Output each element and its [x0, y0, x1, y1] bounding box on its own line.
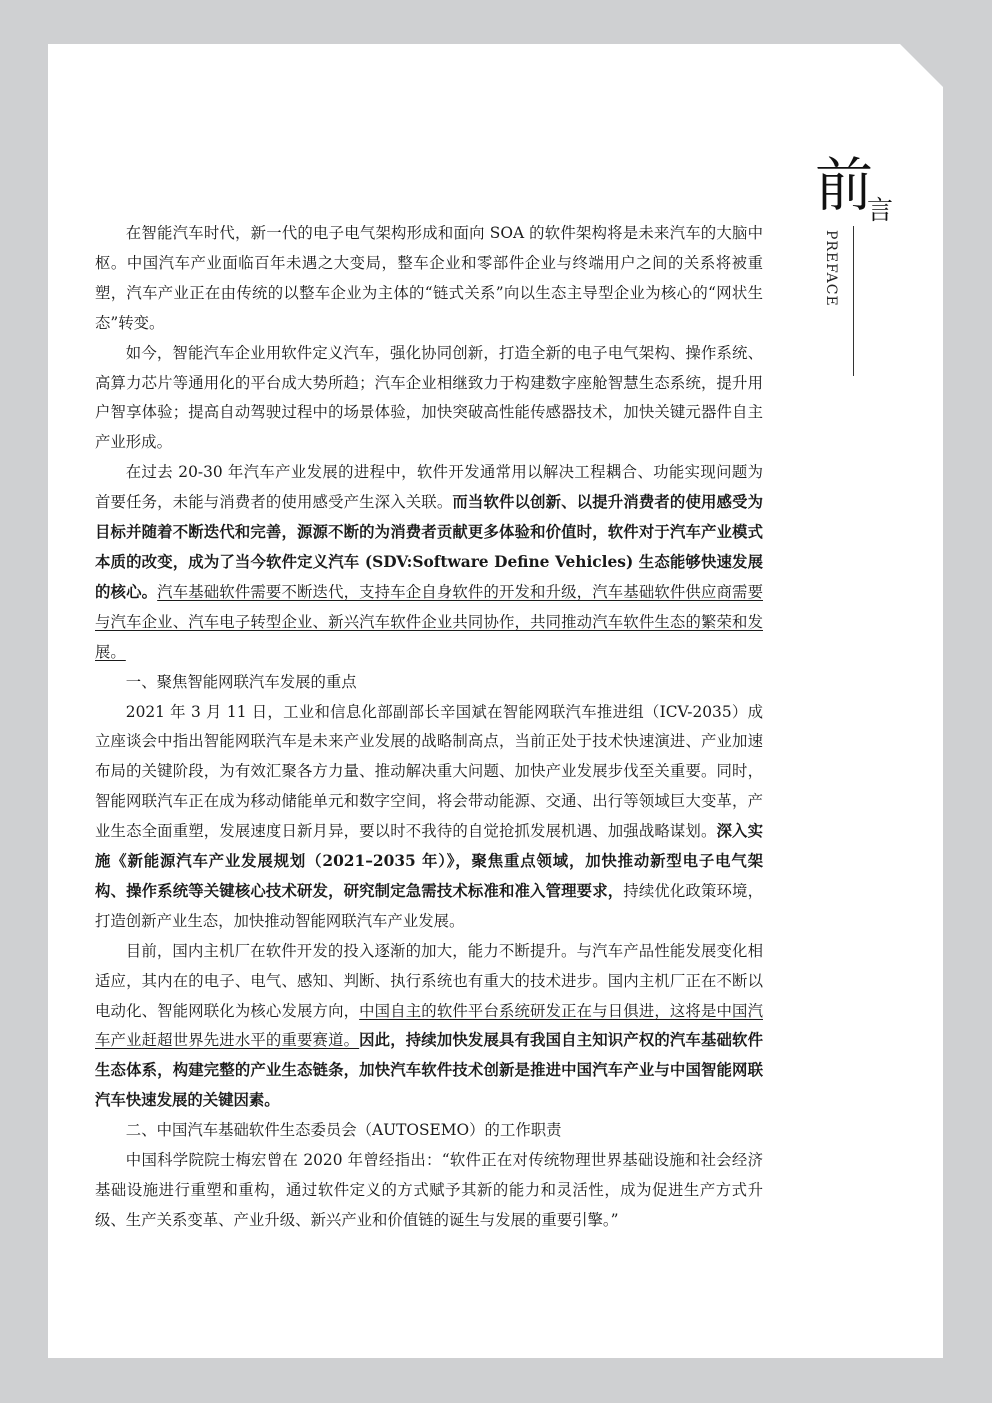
header-title-main: 前 [815, 151, 874, 219]
paragraph-3-underlined: 汽车基础软件需要不断迭代，支持车企自身软件的开发和升级，汽车基础软件供应商需要与汽车企业、汽车电子转型企业、新兴汽车软件企业共同协作，共同推动汽车软件生态的繁荣和发展。 [95, 582, 763, 661]
paragraph-2: 如今，智能汽车企业用软件定义汽车，强化协同创新，打造全新的电子电气架构、操作系统、高算力芯片等通用化的平台成大势所趋；汽车企业相继致力于构建数字座舱智慧生态系统，提升用户智享体验；提高自动驾驶过程中的场景体验，加快突破高性能传感器技术，加快关键元器件自主产业形成。 [95, 343, 763, 452]
paragraph-6: 中国科学院院士梅宏曾在 2020 年曾经指出：“软件正在对传统物理世界基础设施和社会经济基础设施进行重塑和重构，通过软件定义的方式赋予其新的能力和灵活性，成为促进生产方式升级、生产关系变革、产业升级、新兴产业和价值链的诞生与发展的重要引擎。” [95, 1151, 763, 1229]
paragraph-4 [95, 698, 763, 937]
section-header [815, 150, 905, 310]
paragraph-4-tail: 持续优化政策环境，打造创新产业生态，加快推动智能网联汽车产业发展。 [95, 881, 763, 930]
header-divider [853, 226, 854, 376]
section-heading-2: 二、中国汽车基础软件生态委员会（AUTOSEMO）的工作职责 [125, 1121, 562, 1140]
header-title-sub: 言 [867, 196, 894, 226]
section-heading-1: 一、聚焦智能网联汽车发展的重点 [125, 672, 357, 691]
paragraph-3-plain: 在过去 20-30 年汽车产业发展的进程中，软件开发通常用以解决工程耦合、功能实现问题为首要任务，未能与消费者的使用感受产生深入关联。 [95, 463, 763, 512]
paragraph-4-plain: 2021 年 3 月 11 日，工业和信息化部副部长辛国斌在智能网联汽车推进组（ICV-2035）成立座谈会中指出智能网联汽车是未来产业发展的战略制高点，当前正处于技术快速演进、产业加速布局的关键阶段，为有效汇聚各方力量、推动解决重大问题、加快产业发展步伐至关重要。同时，智能网联汽车正在成为移动储能单元和数字空间，将会带动能源、交通、出行等领域巨大变革，产业生态全面重塑，发展速度日新月异，要以时不我待的自觉抢抓发展机遇、加强战略谋划。 [95, 702, 763, 841]
header-title-en: PREFACE [823, 230, 839, 307]
paragraph-5-underlined: 中国自主的软件平台系统研发正在与日俱进，这将是中国汽车产业赶超世界先进水平的重要赛道。 [95, 1001, 763, 1050]
paragraph-4-bold: 深入实施《新能源汽车产业发展规划（2021–2035 年）》，聚焦重点领域，加快推动新型电子电气架构、操作系统等关键核心技术研发，研究制定急需技术标准和准入管理要求， [95, 822, 763, 900]
paragraph-5 [95, 937, 763, 1116]
paragraph-3 [95, 458, 763, 667]
paragraph-5-bold: 因此，持续加快发展具有我国自主知识产权的汽车基础软件生态体系，构建完整的产业生态链条，加快汽车软件技术创新是推进中国汽车产业与中国智能网联汽车快速发展的关键因素。 [95, 1031, 763, 1110]
body-text [95, 219, 763, 1236]
paragraph-1: 在智能汽车时代，新一代的电子电气架构形成和面向 SOA 的软件架构将是未来汽车的大脑中枢。中国汽车产业面临百年未遇之大变局，整车企业和零部件企业与终端用户之间的关系将被重塑，汽车产业正在由传统的以整车企业为主体的“链式关系”向以生态主导型企业为核心的“网状生态”转变。 [95, 224, 763, 332]
paragraph-5-plain: 目前，国内主机厂在软件开发的投入逐渐的加大，能力不断提升。与汽车产品性能发展变化相适应，其内在的电子、电气、感知、判断、执行系统也有重大的技术进步。国内主机厂正在不断以电动化、智能网联化为核心发展方向， [95, 941, 763, 1020]
paragraph-3-bold: 而当软件以创新、以提升消费者的使用感受为目标并随着不断迭代和完善，源源不断的为消费者贡献更多体验和价值时，软件对于汽车产业模式本质的改变，成为了当今软件定义汽车 (SDV:Software Define Vehicles) 生态能够快速发展的核心。 [95, 493, 763, 601]
